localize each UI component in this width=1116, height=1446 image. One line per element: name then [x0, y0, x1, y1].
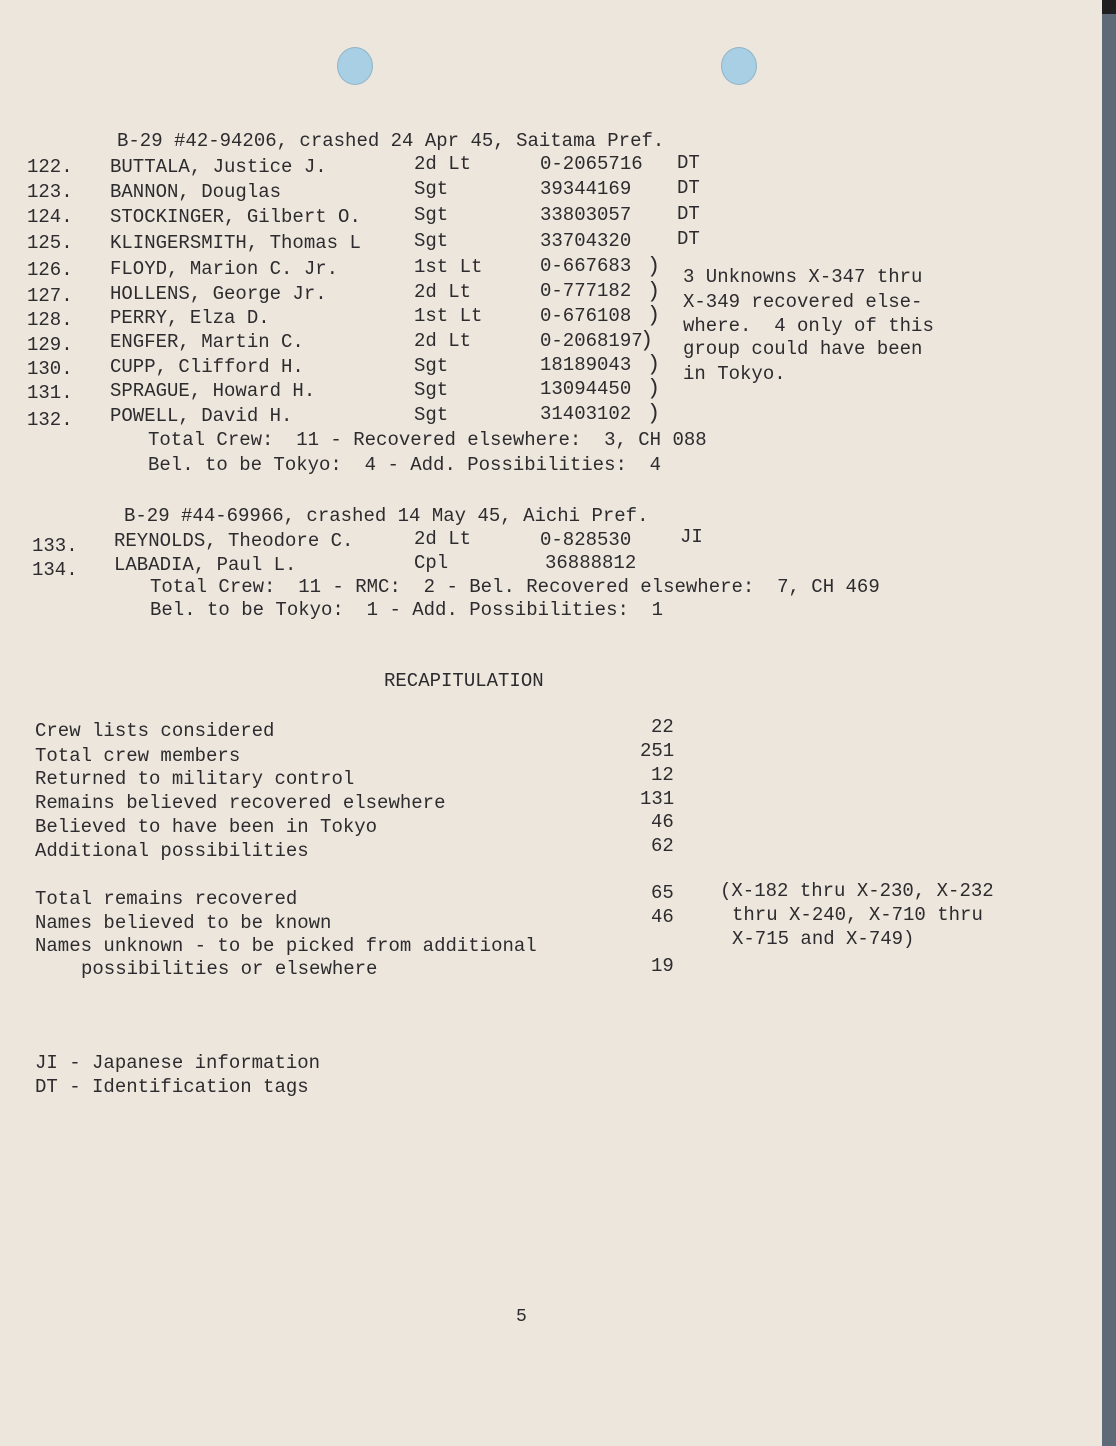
serial-number: 13094450: [540, 378, 632, 400]
recap-value: 62: [651, 835, 674, 857]
recap-value: 131: [640, 788, 675, 810]
id-code: DT: [677, 177, 700, 199]
crew-rank: 2d Lt: [414, 528, 472, 550]
row-number: 123.: [27, 181, 73, 203]
serial-number: 39344169: [540, 178, 632, 200]
row-number: 125.: [27, 232, 73, 254]
row-number: 126.: [27, 259, 73, 281]
recap-label: Crew lists considered: [35, 720, 275, 742]
crew-rank: 1st Lt: [414, 305, 483, 327]
note-line: X-349 recovered else-: [683, 291, 923, 313]
note-line: in Tokyo.: [683, 363, 786, 385]
recap-label: Remains believed recovered elsewhere: [35, 792, 446, 814]
crew-name: LABADIA, Paul L.: [114, 554, 297, 576]
recap-title: RECAPITULATION: [384, 670, 544, 692]
recap-label: possibilities or elsewhere: [81, 958, 378, 980]
crew-name: ENGFER, Martin C.: [110, 331, 304, 353]
row-number: 127.: [27, 285, 73, 307]
legend-item: JI - Japanese information: [35, 1052, 321, 1074]
crew-name: CUPP, Clifford H.: [110, 356, 304, 378]
legend-item: DT - Identification tags: [35, 1076, 309, 1098]
recap-value: 251: [640, 740, 675, 762]
serial-number: 18189043: [540, 354, 632, 376]
section2-tokyo: Bel. to be Tokyo: 1 - Add. Possibilities: 1: [150, 599, 664, 621]
section1-tokyo: Bel. to be Tokyo: 4 - Add. Possibilities: 4: [148, 454, 662, 476]
page-edge: [1102, 0, 1116, 1446]
crew-name: BUTTALA, Justice J.: [110, 156, 327, 178]
crew-rank: 1st Lt: [414, 256, 483, 278]
crew-rank: Sgt: [414, 379, 449, 401]
recap-label: Believed to have been in Tokyo: [35, 816, 378, 838]
crew-name: PERRY, Elza D.: [110, 307, 270, 329]
crew-name: REYNOLDS, Theodore C.: [114, 530, 354, 552]
recap-label: Returned to military control: [35, 768, 355, 790]
id-code: DT: [677, 152, 700, 174]
crew-rank: Sgt: [414, 355, 449, 377]
serial-number: 0-777182: [540, 280, 632, 302]
serial-number: 31403102: [540, 403, 632, 425]
note-line: 3 Unknowns X-347 thru: [683, 266, 923, 288]
bracket: ): [647, 303, 661, 328]
bracket: ): [647, 352, 661, 377]
recap-value: 65: [651, 882, 674, 904]
crew-rank: Sgt: [414, 178, 449, 200]
serial-number: 0-667683: [540, 255, 632, 277]
section1-heading: B-29 #42-94206, crashed 24 Apr 45, Saitama Pref.: [117, 130, 665, 152]
row-number: 132.: [27, 409, 73, 431]
crew-rank: 2d Lt: [414, 153, 472, 175]
crew-rank: Sgt: [414, 230, 449, 252]
punch-hole-right: [721, 47, 757, 85]
x-number-note: (X-182 thru X-230, X-232: [720, 880, 994, 902]
page-corner: [1102, 0, 1116, 14]
section2-heading: B-29 #44-69966, crashed 14 May 45, Aichi Pref.: [124, 505, 649, 527]
recap-label: Names believed to be known: [35, 912, 332, 934]
crew-name: POWELL, David H.: [110, 405, 293, 427]
crew-name: KLINGERSMITH, Thomas L: [110, 232, 361, 254]
crew-name: STOCKINGER, Gilbert O.: [110, 206, 361, 228]
crew-rank: Cpl: [414, 552, 449, 574]
note-line: group could have been: [683, 338, 923, 360]
recap-label: Total crew members: [35, 745, 241, 767]
bracket: ): [647, 279, 661, 304]
row-number: 129.: [27, 334, 73, 356]
serial-number: 36888812: [545, 552, 637, 574]
recap-value: 19: [651, 955, 674, 977]
serial-number: 0-676108: [540, 305, 632, 327]
crew-rank: Sgt: [414, 204, 449, 226]
crew-rank: 2d Lt: [414, 281, 472, 303]
serial-number: 0-2065716: [540, 153, 643, 175]
id-code: DT: [677, 203, 700, 225]
crew-name: FLOYD, Marion C. Jr.: [110, 258, 339, 280]
section1-total: Total Crew: 11 - Recovered elsewhere: 3, CH 088: [148, 429, 707, 451]
punch-hole-left: [337, 47, 373, 85]
section2-total: Total Crew: 11 - RMC: 2 - Bel. Recovered elsewhere: 7, CH 469: [150, 576, 880, 598]
row-number: 133.: [32, 535, 78, 557]
recap-label: Total remains recovered: [35, 888, 298, 910]
x-number-note: thru X-240, X-710 thru: [732, 904, 983, 926]
crew-rank: Sgt: [414, 404, 449, 426]
id-code: DT: [677, 228, 700, 250]
bracket: ): [647, 254, 661, 279]
id-code: JI: [680, 526, 703, 548]
recap-value: 46: [651, 906, 674, 928]
row-number: 131.: [27, 382, 73, 404]
crew-name: HOLLENS, George Jr.: [110, 283, 327, 305]
page-number: 5: [516, 1307, 527, 1327]
row-number: 124.: [27, 206, 73, 228]
note-line: where. 4 only of this: [683, 315, 934, 337]
bracket: ): [640, 328, 654, 353]
recap-label: Names unknown - to be picked from additional: [35, 935, 537, 957]
x-number-note: X-715 and X-749): [732, 928, 915, 950]
serial-number: 33803057: [540, 204, 632, 226]
recap-value: 46: [651, 811, 674, 833]
serial-number: 33704320: [540, 230, 632, 252]
recap-label: Additional possibilities: [35, 840, 309, 862]
bracket: ): [647, 401, 661, 426]
row-number: 122.: [27, 156, 73, 178]
row-number: 130.: [27, 358, 73, 380]
crew-name: SPRAGUE, Howard H.: [110, 380, 316, 402]
crew-name: BANNON, Douglas: [110, 181, 282, 203]
row-number: 134.: [32, 559, 78, 581]
bracket: ): [647, 376, 661, 401]
recap-value: 12: [651, 764, 674, 786]
crew-rank: 2d Lt: [414, 330, 472, 352]
recap-value: 22: [651, 716, 674, 738]
row-number: 128.: [27, 309, 73, 331]
serial-number: 0-828530: [540, 529, 632, 551]
serial-number: 0-2068197: [540, 330, 643, 352]
